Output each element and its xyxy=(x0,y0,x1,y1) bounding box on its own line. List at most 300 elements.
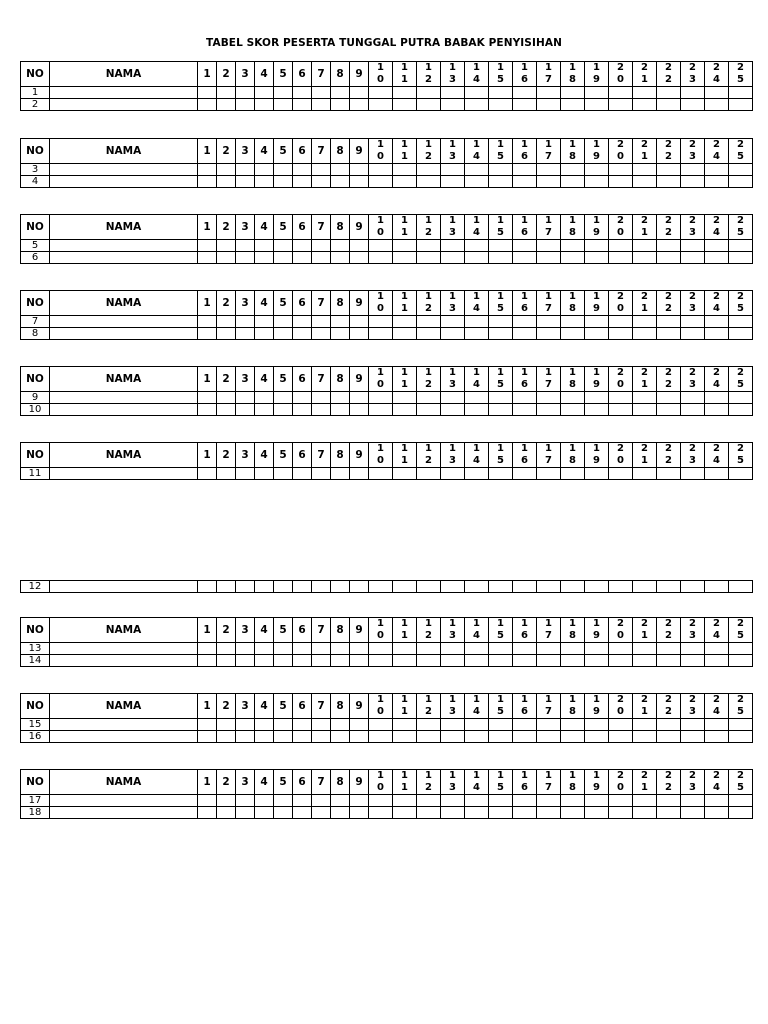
score-cell[interactable] xyxy=(441,731,465,743)
score-cell[interactable] xyxy=(236,807,255,819)
score-cell[interactable] xyxy=(393,99,417,111)
score-cell[interactable] xyxy=(217,404,236,416)
score-cell[interactable] xyxy=(681,807,705,819)
score-cell[interactable] xyxy=(585,316,609,328)
score-cell[interactable] xyxy=(633,581,657,593)
score-cell[interactable] xyxy=(633,240,657,252)
score-cell[interactable] xyxy=(729,719,753,731)
score-cell[interactable] xyxy=(198,252,217,264)
score-cell[interactable] xyxy=(369,164,393,176)
score-cell[interactable] xyxy=(705,468,729,480)
score-cell[interactable] xyxy=(465,795,489,807)
name-cell[interactable] xyxy=(50,87,198,99)
score-cell[interactable] xyxy=(393,795,417,807)
score-cell[interactable] xyxy=(489,328,513,340)
score-cell[interactable] xyxy=(729,87,753,99)
score-cell[interactable] xyxy=(236,87,255,99)
score-cell[interactable] xyxy=(350,731,369,743)
score-cell[interactable] xyxy=(198,404,217,416)
score-cell[interactable] xyxy=(236,581,255,593)
score-cell[interactable] xyxy=(537,731,561,743)
score-cell[interactable] xyxy=(441,655,465,667)
score-cell[interactable] xyxy=(312,252,331,264)
score-cell[interactable] xyxy=(705,719,729,731)
score-cell[interactable] xyxy=(465,655,489,667)
score-cell[interactable] xyxy=(393,468,417,480)
score-cell[interactable] xyxy=(369,328,393,340)
score-cell[interactable] xyxy=(705,643,729,655)
score-cell[interactable] xyxy=(274,328,293,340)
score-cell[interactable] xyxy=(236,164,255,176)
score-cell[interactable] xyxy=(198,581,217,593)
score-cell[interactable] xyxy=(729,404,753,416)
name-cell[interactable] xyxy=(50,252,198,264)
name-cell[interactable] xyxy=(50,240,198,252)
score-cell[interactable] xyxy=(513,240,537,252)
score-cell[interactable] xyxy=(465,328,489,340)
score-cell[interactable] xyxy=(198,99,217,111)
score-cell[interactable] xyxy=(331,731,350,743)
score-cell[interactable] xyxy=(369,468,393,480)
score-cell[interactable] xyxy=(681,468,705,480)
score-cell[interactable] xyxy=(198,240,217,252)
score-cell[interactable] xyxy=(312,468,331,480)
score-cell[interactable] xyxy=(633,404,657,416)
score-cell[interactable] xyxy=(489,316,513,328)
score-cell[interactable] xyxy=(393,807,417,819)
score-cell[interactable] xyxy=(331,240,350,252)
score-cell[interactable] xyxy=(393,643,417,655)
score-cell[interactable] xyxy=(465,404,489,416)
score-cell[interactable] xyxy=(274,87,293,99)
score-cell[interactable] xyxy=(198,643,217,655)
score-cell[interactable] xyxy=(609,731,633,743)
score-cell[interactable] xyxy=(441,316,465,328)
score-cell[interactable] xyxy=(441,99,465,111)
score-cell[interactable] xyxy=(705,164,729,176)
score-cell[interactable] xyxy=(609,176,633,188)
score-cell[interactable] xyxy=(236,392,255,404)
score-cell[interactable] xyxy=(513,643,537,655)
score-cell[interactable] xyxy=(681,87,705,99)
score-cell[interactable] xyxy=(217,99,236,111)
score-cell[interactable] xyxy=(585,795,609,807)
score-cell[interactable] xyxy=(705,807,729,819)
score-cell[interactable] xyxy=(657,164,681,176)
score-cell[interactable] xyxy=(681,719,705,731)
score-cell[interactable] xyxy=(705,731,729,743)
score-cell[interactable] xyxy=(293,643,312,655)
score-cell[interactable] xyxy=(537,99,561,111)
score-cell[interactable] xyxy=(236,99,255,111)
score-cell[interactable] xyxy=(585,87,609,99)
score-cell[interactable] xyxy=(417,252,441,264)
score-cell[interactable] xyxy=(561,87,585,99)
score-cell[interactable] xyxy=(236,316,255,328)
score-cell[interactable] xyxy=(465,252,489,264)
score-cell[interactable] xyxy=(255,87,274,99)
score-cell[interactable] xyxy=(350,176,369,188)
score-cell[interactable] xyxy=(369,807,393,819)
score-cell[interactable] xyxy=(255,252,274,264)
score-cell[interactable] xyxy=(236,240,255,252)
score-cell[interactable] xyxy=(537,252,561,264)
score-cell[interactable] xyxy=(198,719,217,731)
score-cell[interactable] xyxy=(633,643,657,655)
score-cell[interactable] xyxy=(513,807,537,819)
score-cell[interactable] xyxy=(537,176,561,188)
name-cell[interactable] xyxy=(50,176,198,188)
score-cell[interactable] xyxy=(369,581,393,593)
score-cell[interactable] xyxy=(331,643,350,655)
score-cell[interactable] xyxy=(331,795,350,807)
score-cell[interactable] xyxy=(274,581,293,593)
score-cell[interactable] xyxy=(369,719,393,731)
score-cell[interactable] xyxy=(312,655,331,667)
score-cell[interactable] xyxy=(561,240,585,252)
score-cell[interactable] xyxy=(417,240,441,252)
score-cell[interactable] xyxy=(513,392,537,404)
score-cell[interactable] xyxy=(217,731,236,743)
score-cell[interactable] xyxy=(465,164,489,176)
score-cell[interactable] xyxy=(369,795,393,807)
score-cell[interactable] xyxy=(217,468,236,480)
score-cell[interactable] xyxy=(293,655,312,667)
score-cell[interactable] xyxy=(274,392,293,404)
score-cell[interactable] xyxy=(633,316,657,328)
score-cell[interactable] xyxy=(609,655,633,667)
score-cell[interactable] xyxy=(465,581,489,593)
score-cell[interactable] xyxy=(657,655,681,667)
score-cell[interactable] xyxy=(417,316,441,328)
name-cell[interactable] xyxy=(50,404,198,416)
score-cell[interactable] xyxy=(369,176,393,188)
score-cell[interactable] xyxy=(465,99,489,111)
score-cell[interactable] xyxy=(417,468,441,480)
score-cell[interactable] xyxy=(293,252,312,264)
score-cell[interactable] xyxy=(465,643,489,655)
score-cell[interactable] xyxy=(236,643,255,655)
score-cell[interactable] xyxy=(331,468,350,480)
score-cell[interactable] xyxy=(393,176,417,188)
score-cell[interactable] xyxy=(217,252,236,264)
score-cell[interactable] xyxy=(350,99,369,111)
score-cell[interactable] xyxy=(198,328,217,340)
score-cell[interactable] xyxy=(561,807,585,819)
score-cell[interactable] xyxy=(312,164,331,176)
score-cell[interactable] xyxy=(198,316,217,328)
score-cell[interactable] xyxy=(255,99,274,111)
score-cell[interactable] xyxy=(255,468,274,480)
score-cell[interactable] xyxy=(705,316,729,328)
score-cell[interactable] xyxy=(217,392,236,404)
score-cell[interactable] xyxy=(312,643,331,655)
score-cell[interactable] xyxy=(513,328,537,340)
score-cell[interactable] xyxy=(198,807,217,819)
score-cell[interactable] xyxy=(513,316,537,328)
score-cell[interactable] xyxy=(274,240,293,252)
score-cell[interactable] xyxy=(561,719,585,731)
score-cell[interactable] xyxy=(312,404,331,416)
score-cell[interactable] xyxy=(489,252,513,264)
score-cell[interactable] xyxy=(293,328,312,340)
score-cell[interactable] xyxy=(609,328,633,340)
name-cell[interactable] xyxy=(50,655,198,667)
score-cell[interactable] xyxy=(585,731,609,743)
score-cell[interactable] xyxy=(369,240,393,252)
score-cell[interactable] xyxy=(369,643,393,655)
score-cell[interactable] xyxy=(350,252,369,264)
score-cell[interactable] xyxy=(489,392,513,404)
score-cell[interactable] xyxy=(293,164,312,176)
score-cell[interactable] xyxy=(198,87,217,99)
score-cell[interactable] xyxy=(609,392,633,404)
score-cell[interactable] xyxy=(489,643,513,655)
score-cell[interactable] xyxy=(441,468,465,480)
score-cell[interactable] xyxy=(609,719,633,731)
score-cell[interactable] xyxy=(217,328,236,340)
score-cell[interactable] xyxy=(350,581,369,593)
score-cell[interactable] xyxy=(513,404,537,416)
score-cell[interactable] xyxy=(293,795,312,807)
score-cell[interactable] xyxy=(729,240,753,252)
score-cell[interactable] xyxy=(705,581,729,593)
score-cell[interactable] xyxy=(255,316,274,328)
score-cell[interactable] xyxy=(236,468,255,480)
score-cell[interactable] xyxy=(255,328,274,340)
score-cell[interactable] xyxy=(198,655,217,667)
score-cell[interactable] xyxy=(236,655,255,667)
score-cell[interactable] xyxy=(513,468,537,480)
score-cell[interactable] xyxy=(236,404,255,416)
score-cell[interactable] xyxy=(705,795,729,807)
score-cell[interactable] xyxy=(393,316,417,328)
score-cell[interactable] xyxy=(369,252,393,264)
score-cell[interactable] xyxy=(633,807,657,819)
score-cell[interactable] xyxy=(729,795,753,807)
score-cell[interactable] xyxy=(441,328,465,340)
score-cell[interactable] xyxy=(393,164,417,176)
score-cell[interactable] xyxy=(489,581,513,593)
score-cell[interactable] xyxy=(561,164,585,176)
score-cell[interactable] xyxy=(585,581,609,593)
score-cell[interactable] xyxy=(350,643,369,655)
score-cell[interactable] xyxy=(293,807,312,819)
score-cell[interactable] xyxy=(681,240,705,252)
score-cell[interactable] xyxy=(417,164,441,176)
score-cell[interactable] xyxy=(312,87,331,99)
score-cell[interactable] xyxy=(331,176,350,188)
score-cell[interactable] xyxy=(198,795,217,807)
score-cell[interactable] xyxy=(633,328,657,340)
score-cell[interactable] xyxy=(441,719,465,731)
score-cell[interactable] xyxy=(561,581,585,593)
score-cell[interactable] xyxy=(274,316,293,328)
score-cell[interactable] xyxy=(489,719,513,731)
score-cell[interactable] xyxy=(633,655,657,667)
score-cell[interactable] xyxy=(489,404,513,416)
score-cell[interactable] xyxy=(393,252,417,264)
score-cell[interactable] xyxy=(236,731,255,743)
score-cell[interactable] xyxy=(255,581,274,593)
score-cell[interactable] xyxy=(417,655,441,667)
score-cell[interactable] xyxy=(561,392,585,404)
score-cell[interactable] xyxy=(350,468,369,480)
score-cell[interactable] xyxy=(513,731,537,743)
score-cell[interactable] xyxy=(729,731,753,743)
score-cell[interactable] xyxy=(561,176,585,188)
score-cell[interactable] xyxy=(609,240,633,252)
score-cell[interactable] xyxy=(705,252,729,264)
score-cell[interactable] xyxy=(585,719,609,731)
score-cell[interactable] xyxy=(681,643,705,655)
score-cell[interactable] xyxy=(417,392,441,404)
score-cell[interactable] xyxy=(609,643,633,655)
score-cell[interactable] xyxy=(657,643,681,655)
score-cell[interactable] xyxy=(489,176,513,188)
score-cell[interactable] xyxy=(441,807,465,819)
score-cell[interactable] xyxy=(681,328,705,340)
score-cell[interactable] xyxy=(274,719,293,731)
score-cell[interactable] xyxy=(561,655,585,667)
score-cell[interactable] xyxy=(681,581,705,593)
score-cell[interactable] xyxy=(217,719,236,731)
score-cell[interactable] xyxy=(350,807,369,819)
score-cell[interactable] xyxy=(393,392,417,404)
score-cell[interactable] xyxy=(274,795,293,807)
score-cell[interactable] xyxy=(633,252,657,264)
score-cell[interactable] xyxy=(198,392,217,404)
score-cell[interactable] xyxy=(705,328,729,340)
score-cell[interactable] xyxy=(255,404,274,416)
score-cell[interactable] xyxy=(393,404,417,416)
score-cell[interactable] xyxy=(657,176,681,188)
score-cell[interactable] xyxy=(293,719,312,731)
score-cell[interactable] xyxy=(393,240,417,252)
score-cell[interactable] xyxy=(537,719,561,731)
score-cell[interactable] xyxy=(681,164,705,176)
score-cell[interactable] xyxy=(657,468,681,480)
score-cell[interactable] xyxy=(331,316,350,328)
score-cell[interactable] xyxy=(513,87,537,99)
score-cell[interactable] xyxy=(369,316,393,328)
name-cell[interactable] xyxy=(50,719,198,731)
name-cell[interactable] xyxy=(50,807,198,819)
score-cell[interactable] xyxy=(729,252,753,264)
score-cell[interactable] xyxy=(369,392,393,404)
score-cell[interactable] xyxy=(393,655,417,667)
name-cell[interactable] xyxy=(50,643,198,655)
score-cell[interactable] xyxy=(312,176,331,188)
score-cell[interactable] xyxy=(729,655,753,667)
score-cell[interactable] xyxy=(255,240,274,252)
score-cell[interactable] xyxy=(312,99,331,111)
score-cell[interactable] xyxy=(369,404,393,416)
name-cell[interactable] xyxy=(50,392,198,404)
score-cell[interactable] xyxy=(312,240,331,252)
score-cell[interactable] xyxy=(609,316,633,328)
score-cell[interactable] xyxy=(465,468,489,480)
score-cell[interactable] xyxy=(705,240,729,252)
score-cell[interactable] xyxy=(657,99,681,111)
score-cell[interactable] xyxy=(369,99,393,111)
score-cell[interactable] xyxy=(293,99,312,111)
score-cell[interactable] xyxy=(729,807,753,819)
score-cell[interactable] xyxy=(255,655,274,667)
score-cell[interactable] xyxy=(585,392,609,404)
score-cell[interactable] xyxy=(729,643,753,655)
score-cell[interactable] xyxy=(633,731,657,743)
score-cell[interactable] xyxy=(255,164,274,176)
score-cell[interactable] xyxy=(513,795,537,807)
score-cell[interactable] xyxy=(417,99,441,111)
score-cell[interactable] xyxy=(312,719,331,731)
score-cell[interactable] xyxy=(236,719,255,731)
score-cell[interactable] xyxy=(657,581,681,593)
score-cell[interactable] xyxy=(393,328,417,340)
score-cell[interactable] xyxy=(585,404,609,416)
score-cell[interactable] xyxy=(681,731,705,743)
score-cell[interactable] xyxy=(609,404,633,416)
score-cell[interactable] xyxy=(293,176,312,188)
score-cell[interactable] xyxy=(217,643,236,655)
score-cell[interactable] xyxy=(274,655,293,667)
score-cell[interactable] xyxy=(489,807,513,819)
score-cell[interactable] xyxy=(633,719,657,731)
score-cell[interactable] xyxy=(369,655,393,667)
score-cell[interactable] xyxy=(331,252,350,264)
score-cell[interactable] xyxy=(513,99,537,111)
score-cell[interactable] xyxy=(681,176,705,188)
score-cell[interactable] xyxy=(705,392,729,404)
name-cell[interactable] xyxy=(50,468,198,480)
score-cell[interactable] xyxy=(705,655,729,667)
score-cell[interactable] xyxy=(441,164,465,176)
score-cell[interactable] xyxy=(236,176,255,188)
score-cell[interactable] xyxy=(729,176,753,188)
score-cell[interactable] xyxy=(585,328,609,340)
score-cell[interactable] xyxy=(561,252,585,264)
score-cell[interactable] xyxy=(561,643,585,655)
score-cell[interactable] xyxy=(217,807,236,819)
score-cell[interactable] xyxy=(255,807,274,819)
score-cell[interactable] xyxy=(393,719,417,731)
score-cell[interactable] xyxy=(657,316,681,328)
score-cell[interactable] xyxy=(681,795,705,807)
score-cell[interactable] xyxy=(274,99,293,111)
score-cell[interactable] xyxy=(585,164,609,176)
score-cell[interactable] xyxy=(274,164,293,176)
score-cell[interactable] xyxy=(609,164,633,176)
score-cell[interactable] xyxy=(657,795,681,807)
score-cell[interactable] xyxy=(255,731,274,743)
score-cell[interactable] xyxy=(293,240,312,252)
score-cell[interactable] xyxy=(198,164,217,176)
score-cell[interactable] xyxy=(274,404,293,416)
score-cell[interactable] xyxy=(729,581,753,593)
score-cell[interactable] xyxy=(198,468,217,480)
score-cell[interactable] xyxy=(585,252,609,264)
score-cell[interactable] xyxy=(489,731,513,743)
score-cell[interactable] xyxy=(441,795,465,807)
score-cell[interactable] xyxy=(217,316,236,328)
score-cell[interactable] xyxy=(537,404,561,416)
score-cell[interactable] xyxy=(350,328,369,340)
score-cell[interactable] xyxy=(331,99,350,111)
score-cell[interactable] xyxy=(274,807,293,819)
score-cell[interactable] xyxy=(198,176,217,188)
score-cell[interactable] xyxy=(350,164,369,176)
